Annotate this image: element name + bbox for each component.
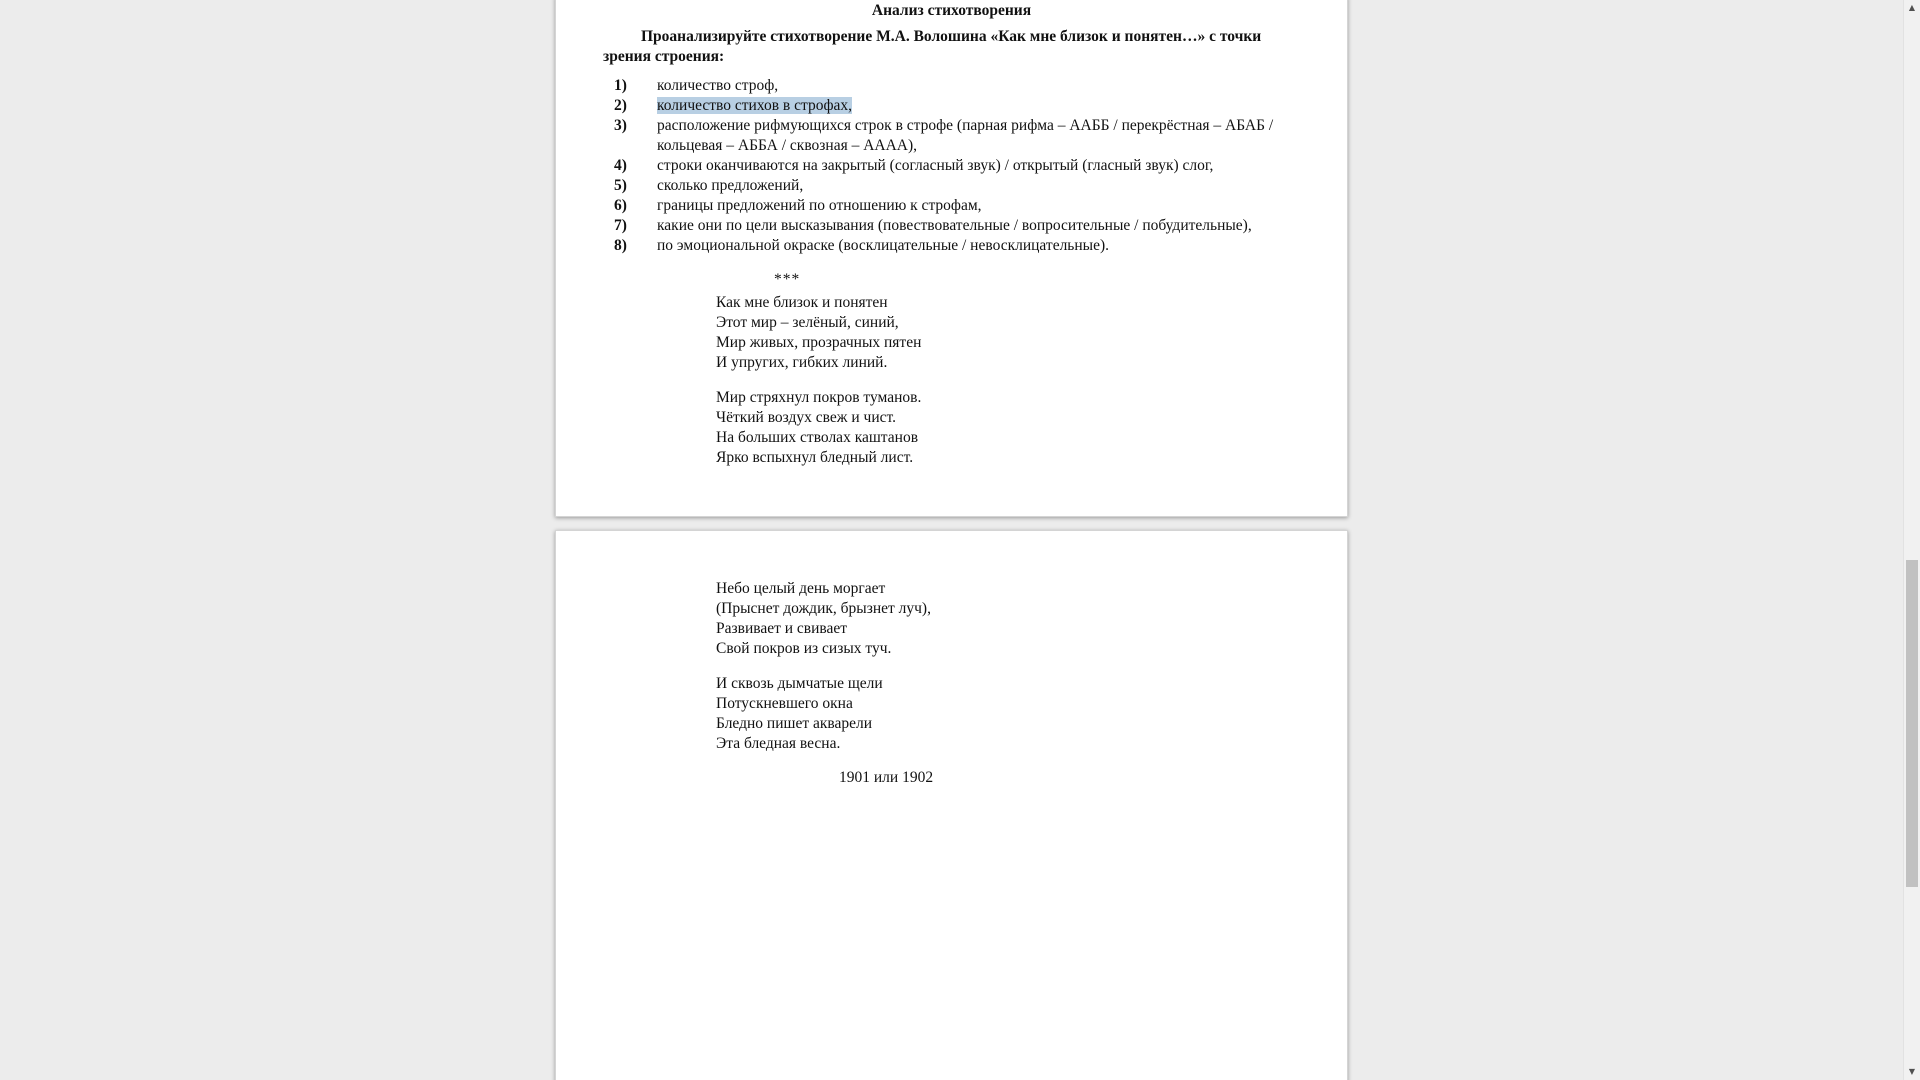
list-number: 6) — [614, 197, 627, 214]
poem-line[interactable]: Развивает и свивает — [716, 620, 848, 637]
list-text[interactable]: расположение рифмующихся строк в строфе (парная рифма – ААББ / перекрёстная – АБАБ / кольцевая – АББА / сквозная – АААА), — [657, 117, 1274, 154]
poem-stanza-2 — [716, 388, 921, 468]
list-item — [614, 156, 1304, 176]
poem-line[interactable]: Чёткий воздух свеж и чист. — [716, 409, 896, 426]
list-item — [614, 76, 1304, 96]
list-number: 5) — [614, 177, 627, 194]
list-text[interactable]: по эмоциональной окраске (восклицательные / невосклицательные). — [657, 237, 1109, 254]
poem-line[interactable]: Потускневшего окна — [716, 695, 853, 712]
poem-marker: *** — [774, 271, 801, 288]
scroll-up-icon[interactable]: ▲ — [1908, 3, 1916, 12]
list-item — [614, 236, 1304, 256]
list-number: 1) — [614, 77, 627, 94]
poem-line[interactable]: Небо целый день моргает — [716, 580, 886, 597]
poem-line[interactable]: И сквозь дымчатые щели — [716, 675, 883, 692]
document-page-1 — [555, 0, 1348, 517]
poem-stanza-3 — [716, 579, 931, 659]
document-page-2 — [555, 530, 1348, 1080]
criteria-list — [614, 76, 1304, 256]
scroll-down-icon[interactable]: ▼ — [1908, 1067, 1916, 1076]
selected-text[interactable]: количество стихов в строфах, — [657, 97, 853, 114]
scrollbar-thumb[interactable] — [1906, 560, 1918, 887]
list-item — [614, 176, 1304, 196]
poem-line[interactable]: И упругих, гибких линий. — [716, 354, 888, 371]
list-item — [614, 96, 1304, 116]
list-number: 3) — [614, 117, 627, 134]
list-text[interactable]: количество строф, — [657, 77, 779, 94]
poem-date: 1901 или 1902 — [839, 769, 934, 786]
task-text: Проанализируйте стихотворение М.А. Волошина «Как мне близок и понятен…» с точки зрения строения: — [603, 28, 1262, 65]
list-number: 2) — [614, 97, 627, 114]
list-number: 7) — [614, 217, 627, 234]
poem-line[interactable]: Этот мир – зелёный, синий, — [716, 314, 899, 331]
list-number: 8) — [614, 237, 627, 254]
poem-stanza-1 — [716, 293, 921, 373]
list-text[interactable]: границы предложений по отношению к строфам, — [657, 197, 982, 214]
poem-line[interactable]: Бледно пишет акварели — [716, 715, 873, 732]
list-item — [614, 196, 1304, 216]
list-item — [614, 216, 1304, 236]
list-text[interactable]: сколько предложений, — [657, 177, 804, 194]
list-item — [614, 116, 1304, 156]
list-text[interactable]: строки оканчиваются на закрытый (согласный звук) / открытый (гласный звук) слог, — [657, 157, 1214, 174]
document-title: Анализ стихотворения — [871, 2, 1032, 19]
poem-line[interactable]: Мир стряхнул покров туманов. — [716, 389, 922, 406]
poem-line[interactable]: На больших стволах каштанов — [716, 429, 919, 446]
poem-line[interactable]: Ярко вспыхнул бледный лист. — [716, 449, 914, 466]
poem-stanza-4 — [716, 674, 883, 754]
list-text[interactable]: какие они по цели высказывания (повествовательные / вопросительные / побудительные), — [657, 217, 1252, 234]
poem-line[interactable]: Как мне близок и понятен — [716, 294, 888, 311]
list-number: 4) — [614, 157, 627, 174]
poem-line[interactable]: Мир живых, прозрачных пятен — [716, 334, 922, 351]
poem-line[interactable]: Эта бледная весна. — [716, 735, 841, 752]
poem-line[interactable]: (Прыснет дождик, брызнет луч), — [716, 600, 931, 617]
poem-line[interactable]: Свой покров из сизых туч. — [716, 640, 892, 657]
vertical-scrollbar[interactable] — [1903, 0, 1920, 1080]
